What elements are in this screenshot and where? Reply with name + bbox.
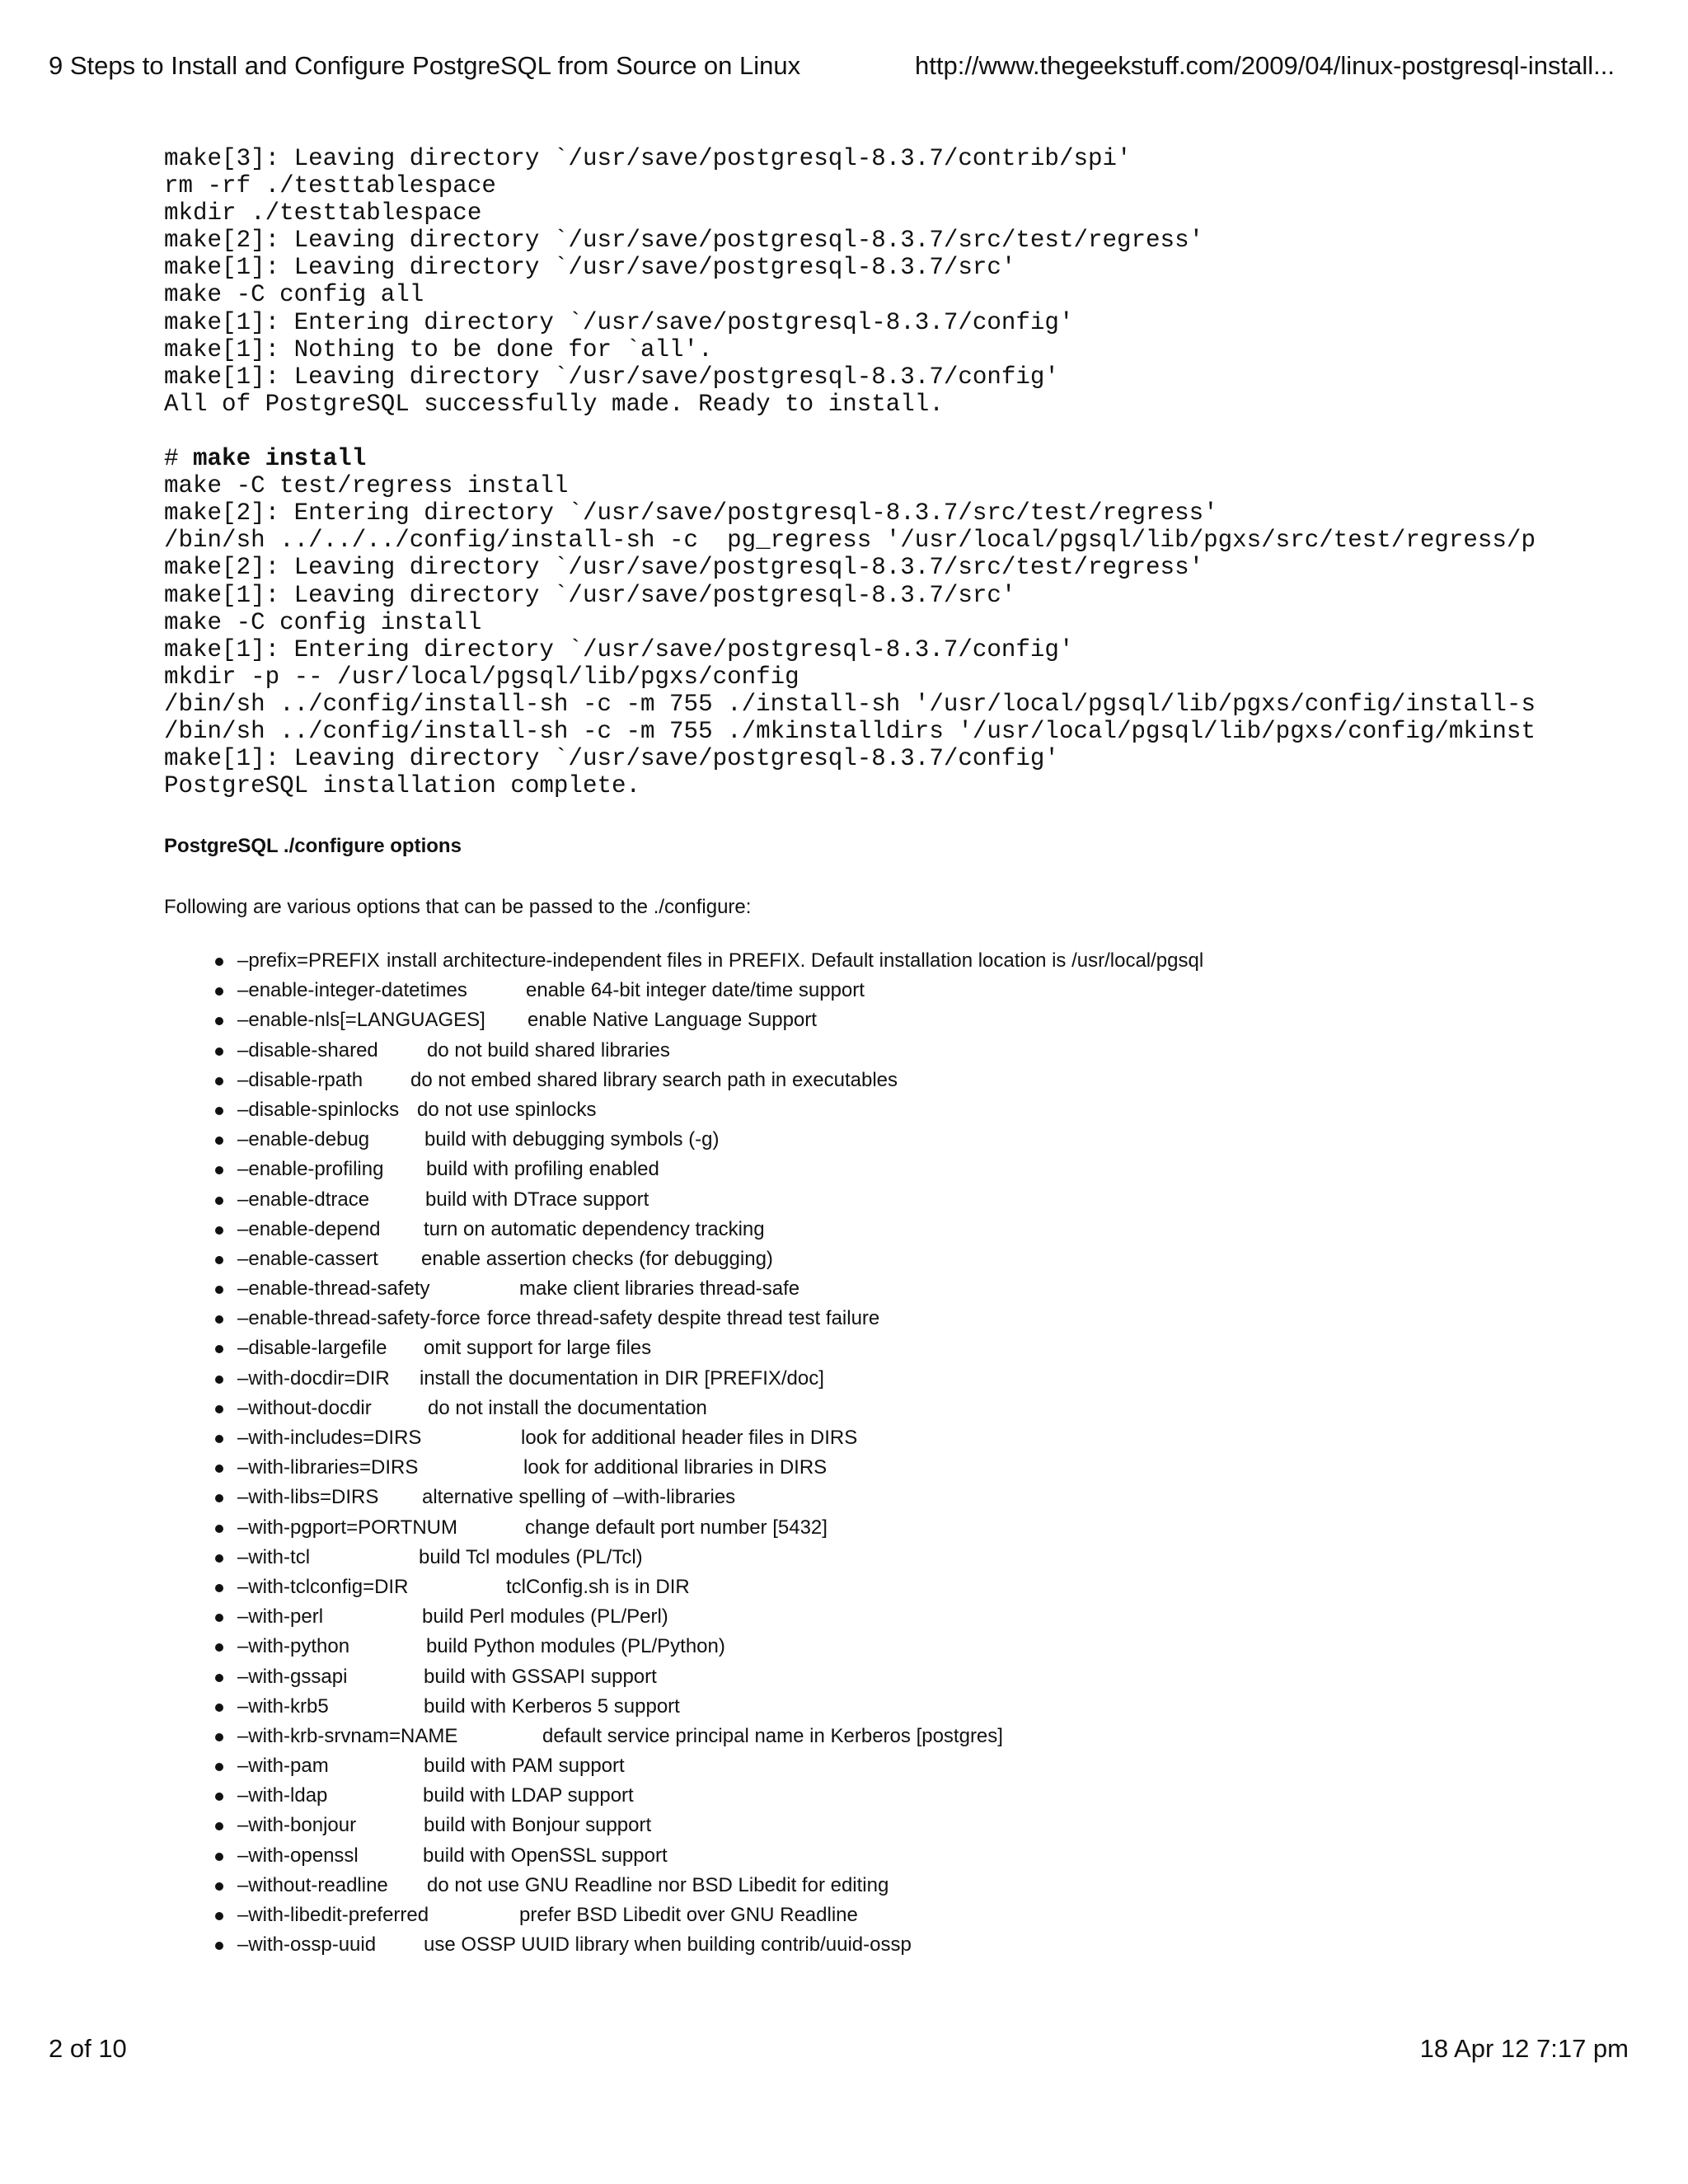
code-line: make[1]: Leaving directory `/usr/save/postgresql-8.3.7/src': [164, 581, 1016, 609]
option-description: prefer BSD Libedit over GNU Readline: [519, 1904, 858, 1926]
code-line: make[1]: Leaving directory `/usr/save/postgresql-8.3.7/src': [164, 254, 1016, 282]
option-flag: –prefix=PREFIX: [237, 949, 380, 972]
option-description: change default port number [5432]: [525, 1516, 828, 1539]
section-title: PostgreSQL ./configure options: [164, 835, 462, 857]
page-number: 2 of 10: [49, 2034, 127, 2063]
option-flag: –disable-largefile: [237, 1337, 387, 1360]
option-flag: –enable-thread-safety: [237, 1277, 430, 1301]
code-line: make -C config all: [164, 281, 424, 309]
code-line: make[2]: Entering directory `/usr/save/postgresql-8.3.7/src/test/regress': [164, 499, 1218, 527]
code-line: make[3]: Leaving directory `/usr/save/postgresql-8.3.7/contrib/spi': [164, 145, 1132, 172]
option-flag: –with-ossp-uuid: [237, 1933, 377, 1957]
option-description: do not use spinlocks: [417, 1098, 597, 1121]
option-flag: –disable-rpath: [237, 1068, 363, 1091]
option-description: omit support for large files: [424, 1337, 652, 1360]
option-flag: –enable-dtrace: [237, 1188, 370, 1211]
option-flag: –enable-cassert: [237, 1247, 378, 1270]
option-description: build with debugging symbols (-g): [424, 1128, 720, 1151]
option-description: build Tcl modules (PL/Tcl): [419, 1545, 643, 1568]
option-description: do not build shared libraries: [427, 1038, 670, 1062]
shell-prompt: #: [164, 445, 194, 473]
option-description: build with OpenSSL support: [423, 1844, 668, 1867]
code-line: /bin/sh ../../../config/install-sh -c pg_regress '/usr/local/pgsql/lib/pgxs/src/test/regress/p: [164, 527, 1536, 555]
option-flag: –with-gssapi: [237, 1665, 348, 1688]
option-description: install architecture-independent files in PREFIX. Default installation location is /usr/local/pgsql: [387, 949, 1204, 972]
option-description: do not install the documentation: [428, 1396, 707, 1419]
option-description: alternative spelling of –with-libraries: [422, 1486, 736, 1509]
option-flag: –with-pgport=PORTNUM: [237, 1516, 457, 1539]
option-flag: –with-tcl: [237, 1545, 311, 1568]
code-block: [164, 145, 1536, 799]
code-line: make -C config install: [164, 608, 482, 636]
option-description: do not use GNU Readline nor BSD Libedit for editing: [427, 1873, 889, 1896]
option-flag: –with-pam: [237, 1755, 329, 1778]
code-line: /bin/sh ../config/install-sh -c -m 755 ./install-sh '/usr/local/pgsql/lib/pgxs/config/install-s: [164, 690, 1536, 718]
option-description: turn on automatic dependency tracking: [424, 1217, 765, 1240]
code-line: mkdir -p -- /usr/local/pgsql/lib/pgxs/config: [164, 663, 799, 691]
option-flag: –enable-depend: [237, 1217, 381, 1240]
option-description: build Perl modules (PL/Perl): [422, 1605, 668, 1629]
code-line: make[1]: Nothing to be done for `all'.: [164, 335, 713, 363]
option-flag: –with-python: [237, 1635, 350, 1658]
option-flag: –without-readline: [237, 1873, 388, 1896]
option-description: use OSSP UUID library when building contrib/uuid-ossp: [424, 1933, 912, 1957]
code-line: mkdir ./testtablespace: [164, 199, 482, 227]
option-description: enable 64-bit integer date/time support: [526, 979, 865, 1002]
option-description: enable Native Language Support: [528, 1009, 817, 1032]
option-description: make client libraries thread-safe: [519, 1277, 800, 1301]
code-line: /bin/sh ../config/install-sh -c -m 755 ./mkinstalldirs '/usr/local/pgsql/lib/pgxs/config/mkinst: [164, 717, 1536, 745]
print-timestamp: 18 Apr 12 7:17 pm: [1419, 2034, 1629, 2063]
code-command-line: [164, 445, 1536, 472]
option-description: build with LDAP support: [423, 1784, 634, 1807]
code-line: make[2]: Leaving directory `/usr/save/postgresql-8.3.7/src/test/regress': [164, 227, 1204, 255]
option-flag: –enable-profiling: [237, 1158, 384, 1181]
code-line: make[1]: Entering directory `/usr/save/postgresql-8.3.7/config': [164, 308, 1074, 336]
option-description: tclConfig.sh is in DIR: [506, 1575, 690, 1598]
option-flag: –with-libraries=DIRS: [237, 1456, 419, 1479]
option-flag: –enable-thread-safety-force: [237, 1307, 481, 1330]
page-header-title: 9 Steps to Install and Configure PostgreSQL from Source on Linux: [49, 51, 801, 80]
option-flag: –with-bonjour: [237, 1814, 357, 1837]
section-intro: Following are various options that can be passed to the ./configure:: [164, 896, 752, 918]
option-description: force thread-safety despite thread test failure: [487, 1307, 880, 1330]
option-description: build with GSSAPI support: [424, 1665, 657, 1688]
option-flag: –enable-debug: [237, 1128, 370, 1151]
option-flag: –disable-shared: [237, 1038, 378, 1062]
page-header-url: http://www.thegeekstuff.com/2009/04/linux-postgresql-install...: [915, 51, 1615, 80]
option-description: default service principal name in Kerberos [postgres]: [542, 1724, 1003, 1747]
option-flag: –with-ldap: [237, 1784, 328, 1807]
option-flag: –with-krb5: [237, 1694, 329, 1718]
option-description: look for additional libraries in DIRS: [523, 1456, 828, 1479]
option-flag: –without-docdir: [237, 1396, 372, 1419]
option-flag: –enable-nls[=LANGUAGES]: [237, 1009, 485, 1032]
option-flag: –with-includes=DIRS: [237, 1427, 422, 1449]
code-line: make[2]: Leaving directory `/usr/save/postgresql-8.3.7/src/test/regress': [164, 554, 1204, 582]
code-line: PostgreSQL installation complete.: [164, 772, 641, 800]
option-flag: –with-libedit-preferred: [237, 1904, 429, 1926]
option-description: build Python modules (PL/Python): [426, 1635, 725, 1658]
option-description: do not embed shared library search path in executables: [410, 1068, 898, 1091]
option-description: install the documentation in DIR [PREFIX/doc]: [420, 1366, 824, 1390]
option-flag: –with-perl: [237, 1605, 324, 1629]
make-install-command: make install: [193, 445, 367, 473]
option-flag: –with-libs=DIRS: [237, 1486, 379, 1509]
code-line: rm -rf ./testtablespace: [164, 172, 496, 200]
option-description: build with DTrace support: [425, 1188, 649, 1211]
code-line: make[1]: Leaving directory `/usr/save/postgresql-8.3.7/config': [164, 745, 1059, 773]
option-flag: –with-krb-srvnam=NAME: [237, 1724, 458, 1747]
code-line: make -C test/regress install: [164, 472, 569, 500]
option-description: look for additional header files in DIRS: [521, 1427, 858, 1449]
option-description: build with Bonjour support: [424, 1814, 652, 1837]
option-flag: –with-openssl: [237, 1844, 359, 1867]
option-description: build with profiling enabled: [426, 1158, 659, 1181]
code-line: make[1]: Entering directory `/usr/save/postgresql-8.3.7/config': [164, 635, 1074, 663]
option-flag: –with-docdir=DIR: [237, 1366, 390, 1390]
option-flag: –disable-spinlocks: [237, 1098, 400, 1121]
option-flag: –with-tclconfig=DIR: [237, 1575, 409, 1598]
option-flag: –enable-integer-datetimes: [237, 979, 467, 1002]
option-description: enable assertion checks (for debugging): [421, 1247, 773, 1270]
option-description: build with PAM support: [424, 1755, 625, 1778]
code-line: All of PostgreSQL successfully made. Ready to install.: [164, 390, 944, 418]
option-description: build with Kerberos 5 support: [424, 1694, 680, 1718]
code-line: make[1]: Leaving directory `/usr/save/postgresql-8.3.7/config': [164, 363, 1059, 391]
